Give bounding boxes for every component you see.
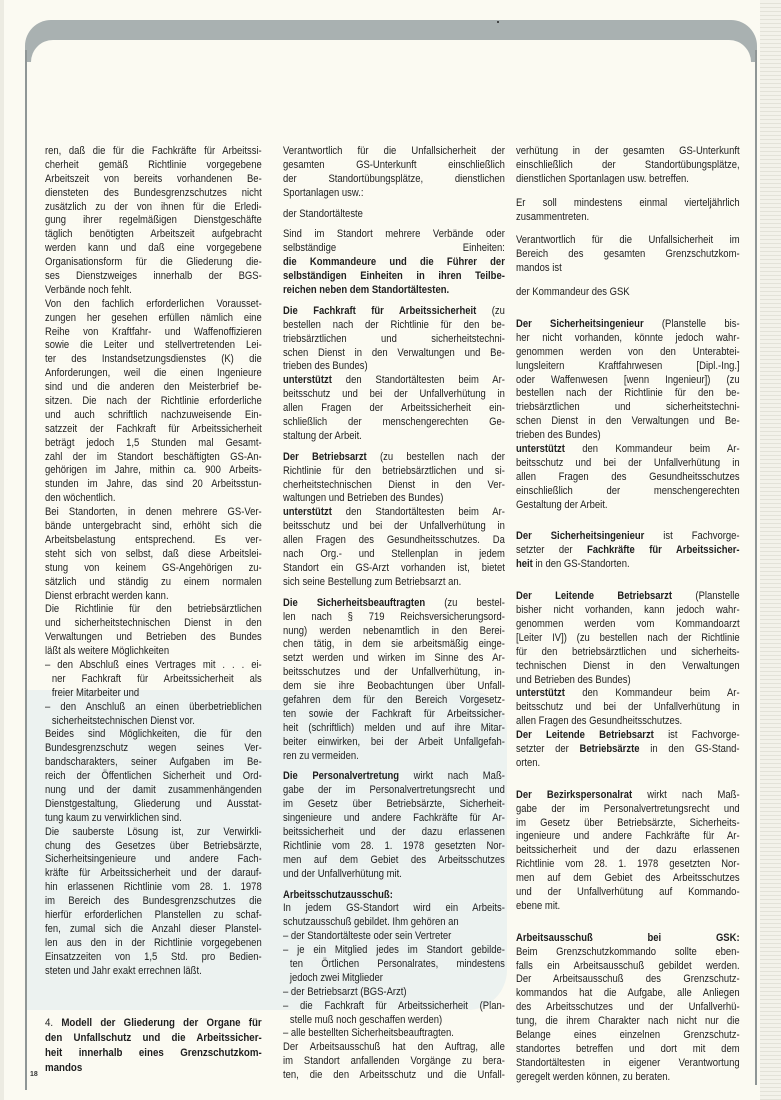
bold-text: Der Bezirkspersonalrat: [516, 788, 633, 801]
text-line: im Gesetz über Betriebsärzte, Sicherheit-: [283, 798, 505, 811]
text-line: ebene mit.: [516, 899, 561, 912]
text-line: Einsatzzeiten von 1,5 Std. pro Bedien-: [45, 950, 262, 963]
text-line: schließlich der menschengerechten Ge-: [283, 416, 505, 429]
text-run: wirkt nach Maß-: [399, 770, 505, 783]
bold-text: Modell der Gliederung der Organe für: [61, 1017, 262, 1030]
bold-text: reichen neben dem Standortältesten.: [283, 284, 450, 297]
paragraph: [516, 197, 740, 225]
paragraph: [516, 318, 740, 443]
text-line: hin erlassenen Richtlinie vom 28. 1. 1978: [45, 881, 262, 894]
text-line: ner Fachkraft für Arbeitssicherheit als: [51, 672, 262, 685]
text-line: beitsschutz und bei der Unfallverhütung in: [283, 520, 505, 533]
bold-text: unterstützt: [283, 374, 332, 387]
text-line: [516, 443, 740, 457]
text-line: nung) werden nebenamtlich in den Berei-: [283, 624, 505, 637]
text-line: hierfür erforderlichen Planstellen zu schaf-: [45, 908, 262, 921]
bold-text: Der Leitende Betriebsarzt: [516, 729, 654, 742]
text-line: [45, 1046, 262, 1061]
text-line: Dienst erbracht werden kann.: [45, 589, 169, 602]
paragraph: [516, 590, 740, 687]
text-line: Bereich des gesamten Grenzschutzkom-: [516, 248, 740, 261]
text-line: fen, zumal sich die Anzahl dieser Planstel-: [45, 922, 262, 935]
paragraph: [283, 889, 505, 931]
text-line: chung des Gesetzes über Betriebsärzte,: [45, 839, 262, 852]
text-line: – alle bestellten Sicherheitsbeauftragten.: [283, 1027, 454, 1040]
text-line: zusammentreten.: [516, 210, 590, 223]
paragraph: [283, 145, 505, 201]
text-run: ist Fachvorge-: [644, 530, 740, 543]
text-line: [283, 889, 505, 903]
bold-text: Der Betriebsarzt: [283, 450, 367, 463]
text-line: [283, 597, 505, 611]
text-line: gehörigen im Jahre, mithin ca. 900 Arbeits-: [45, 464, 262, 477]
text-line: beitsschutz und bei der Unfallverhütung in: [516, 456, 740, 469]
text-line: steht sich von selbst, daß diese Arbeitslei-: [45, 547, 262, 560]
bullet-item: [283, 1027, 505, 1041]
text-line: im Standort anfallenden Vorgänge zu bera-: [283, 1055, 505, 1068]
bold-text: unterstützt: [516, 443, 565, 456]
text-line: selbständige Einheiten:: [283, 242, 505, 255]
text-line: Dienstgestaltung, Gliederung und Ausstat-: [45, 797, 262, 810]
text-line: – die Fachkraft für Arbeitssicherheit (Plan-: [283, 999, 505, 1012]
text-line: oder Waffenwesen [wenn Ingenieur]) (zu: [516, 373, 740, 386]
page-number: 18: [30, 1071, 38, 1078]
text-line: zahl der im Standort beschäftigten GS-An-: [45, 450, 262, 463]
text-line: [516, 729, 740, 743]
bold-text: den Unfallschutz und die Arbeitssicher-: [45, 1032, 262, 1045]
text-line: der Standortübungsplätze, dienstlichen: [283, 172, 505, 185]
text-line: [516, 590, 740, 604]
text-line: her nicht vorhanden, könnte jedoch wahr-: [516, 331, 740, 344]
text-column-3: [516, 145, 740, 1085]
bold-text: Die Fachkraft für Arbeitssicherheit: [283, 304, 477, 317]
paragraph: [283, 770, 505, 881]
text-line: kräfte für Arbeitssicherheit und der darauf-: [45, 867, 262, 880]
paragraph: [283, 1041, 505, 1083]
text-line: men auf dem Gebiet des Arbeitsschutzes: [283, 853, 505, 866]
text-line: [45, 1061, 262, 1076]
text-run: (zu bestellen nach der: [366, 450, 505, 463]
text-line: schen Dienst in den Verwaltungen und Be-: [283, 346, 505, 359]
text-line: Anforderungen, weil die einen Ingenieure: [45, 367, 262, 380]
text-line: Arbeitsbelastung entsprechend. Es ver-: [45, 533, 262, 546]
text-line: für den betriebsärztlichen und sicherheits-: [516, 645, 740, 658]
text-line: und der Unfallverhütung auf Kommando-: [516, 885, 740, 898]
text-line: sätzlich und ständig zu einem normalen: [45, 575, 262, 588]
text-run: setzter der: [516, 544, 587, 557]
paragraph: [283, 208, 505, 222]
bold-text: heit: [516, 558, 533, 571]
text-line: gesamten GS-Unterkunft einschließlich: [283, 158, 505, 171]
text-line: beitssicherheit und der dazu erlassenen: [283, 825, 505, 838]
bold-text: Der Sicherheitsingenieur: [516, 530, 645, 543]
text-line: Belange eines einzelnen Grenzschutz-: [516, 1028, 740, 1041]
text-line: singenieure und andere Fachkräfte für Ar-: [283, 812, 505, 825]
text-line: Von den fachlich erforderlichen Vorausset-: [45, 297, 262, 310]
text-run: 4.: [45, 1017, 62, 1030]
text-line: verhütung in der gesamten GS-Unterkunft: [516, 145, 740, 157]
bullet-item: [283, 930, 505, 944]
text-line: standortes betreffen und dort mit dem: [516, 1042, 740, 1055]
text-run: ist Fachvorge-: [653, 729, 740, 742]
paragraph: [283, 305, 505, 374]
paragraph: [516, 234, 740, 276]
text-line: [283, 284, 505, 298]
text-line: Beides sind Möglichkeiten, die für den: [45, 728, 262, 741]
text-line: [516, 530, 740, 544]
paragraph: [516, 932, 740, 1085]
text-line: [283, 256, 505, 270]
text-line: [283, 305, 505, 319]
text-line: [516, 558, 740, 572]
bold-text: Arbeitsausschuß bei GSK:: [516, 931, 740, 944]
text-line: satzzeit der Fachkraft für Arbeitssicherheit: [45, 422, 262, 435]
paragraph: [516, 530, 740, 572]
text-line: Standortältesten in eigener Verantwortung: [516, 1056, 740, 1069]
text-line: Er soll mindestens einmal vierteljährlich: [516, 196, 740, 209]
text-line: mandos ist: [516, 262, 562, 275]
text-line: Verantwortlich für die Unfallsicherheit der: [283, 145, 505, 157]
text-line: Die sauberste Lösung ist, zur Verwirkli-: [45, 825, 262, 838]
paragraph: [283, 228, 505, 297]
paragraph: [283, 506, 505, 589]
bold-text: Der Sicherheitsingenieur: [516, 318, 644, 331]
text-line: Bundesgrenzschutz wegen seines Ver-: [45, 742, 262, 755]
text-line: diensteten des Bundesgrenzschutzes nicht: [45, 186, 262, 199]
text-line: tung, die ihrem Charakter nach nicht nur die: [516, 1015, 740, 1028]
text-line: men auf dem Gebiet des Arbeitsschutzes: [516, 872, 740, 885]
text-line: stunden im Jahre, das sind 20 Arbeitsstun-: [45, 478, 262, 491]
text-line: Organisationsform für die Gliederung die-: [45, 256, 262, 269]
text-line: Sind im Standort mehrere Verbände oder: [283, 228, 505, 241]
text-line: Verwaltungen und Betrieben des Bundes: [45, 631, 262, 644]
text-line: Verbände noch fehlt.: [45, 283, 132, 296]
paragraph: [45, 728, 262, 825]
paragraph: [45, 603, 262, 659]
text-run: (zu: [476, 304, 505, 317]
paragraph: [516, 687, 740, 729]
text-line: [283, 270, 505, 284]
text-line: [516, 789, 740, 803]
text-line: Arbeitszeit von bereits vorhandenen Be-: [45, 172, 262, 185]
text-run: den Standortältesten beim Ar-: [331, 374, 505, 387]
text-line: cherheitstechnischen Dienst in den Ver-: [283, 478, 505, 491]
page-frame-left-rule: [25, 50, 27, 1090]
bold-text: die Kommandeure und die Führer der: [283, 256, 505, 269]
text-line: beträgt jedoch 1,5 Stunden mal Gesamt-: [45, 436, 262, 449]
text-line: stung von keinem GS-Angehörigen zu-: [45, 561, 262, 574]
text-line: bisher nicht vorhanden, kann jedoch wahr-: [516, 604, 740, 617]
text-line: gabe der im Personalvertretungsrecht und: [516, 802, 740, 815]
text-line: werden kann und daß eine vorgegebene: [45, 242, 262, 255]
text-line: sich seine Bestellung zum Betriebsarzt an.: [283, 575, 462, 588]
text-line: zusätzlich zu der von ihnen für die Erledi-: [45, 200, 262, 213]
text-column-1: [45, 145, 262, 1076]
text-line: staltung der Arbeit.: [283, 429, 362, 442]
text-line: trieben des Bundes): [516, 429, 601, 442]
text-line: ren, daß die für die Fachkräfte für Arbeitssi-: [45, 145, 262, 157]
text-line: [283, 374, 505, 388]
text-line: des Arbeitsschutzes und der Unfallverhü-: [516, 1001, 740, 1014]
scan-right-edge: [760, 0, 781, 1100]
page-frame-right-rule: [755, 50, 757, 1085]
scan-left-edge: [0, 0, 4, 1100]
text-line: bestellen nach der Richtlinie für den be-: [516, 387, 740, 400]
text-line: gefahren dem für den Bereich Vorgesetz-: [283, 693, 505, 706]
text-run: in den GS-Standorten.: [532, 558, 630, 571]
text-line: – den Abschluß eines Vertrages mit . . . ei-: [45, 658, 262, 671]
text-line: – je ein Mitglied jedes im Standort gebilde-: [283, 944, 505, 957]
text-line: waltungen und Betrieben des Bundes): [283, 492, 444, 505]
text-line: genommen werden vom Kommandoarzt: [516, 617, 740, 630]
text-line: schutzausschuß gebildet. Ihm gehören an: [283, 916, 459, 929]
text-line: nung und der damit zusammenhängenden: [45, 783, 262, 796]
bold-text: unterstützt: [283, 506, 332, 519]
page-frame-inner: [31, 40, 751, 100]
text-line: und auch schriftlich nachzuweisende Ein-: [45, 408, 262, 421]
text-line: lungsleitern Kraftfahrwesen [Dipl.-Ing.]: [516, 359, 740, 372]
text-line: Verantwortlich für die Unfallsicherheit im: [516, 234, 740, 247]
text-line: allen Fragen des Gesundheitsschutzes. Da: [283, 534, 505, 547]
text-line: Gestaltung der Arbeit.: [516, 498, 608, 511]
text-line: läßt als weitere Möglichkeiten: [45, 645, 170, 658]
paragraph: [283, 451, 505, 507]
text-line: und sicherheitstechnischen Dienst in den: [45, 617, 262, 630]
text-run: den Kommandeur beim Ar-: [564, 687, 740, 700]
text-run: wirkt nach Maß-: [632, 788, 740, 801]
text-line: bände untergebracht sind, erhöht sich die: [45, 520, 262, 533]
text-line: bestellen nach der Richtlinie für den be-: [283, 318, 505, 331]
bold-text: heit innerhalb eines Grenzschutzkom-: [45, 1047, 262, 1060]
text-line: dienstlichen Sportanlagen usw. betreffen.: [516, 172, 689, 185]
text-line: [Leiter IV]) (zu bestellen nach der Richtlinie: [516, 631, 740, 644]
text-line: kommandos hat die Aufgabe, alle Anliegen: [516, 987, 740, 1000]
text-line: dem sie ihre Beobachtungen über Unfall-: [283, 680, 505, 693]
text-line: tung kaum zu verwirklichen sind.: [45, 811, 182, 824]
paragraph: [45, 826, 262, 979]
text-run: (zu bestel-: [425, 596, 505, 609]
paragraph: [283, 374, 505, 443]
bold-text: Betriebsärzte: [579, 742, 640, 755]
text-line: Der Arbeitsausschuß hat den Auftrag, alle: [283, 1041, 505, 1054]
text-line: [45, 1016, 262, 1031]
text-line: Richtlinie für den betriebsärztlichen und si-: [283, 464, 505, 477]
text-line: einschließlich der menschengerechten: [516, 484, 740, 497]
text-line: gung ihrer regelmäßigen Dienstgeschäfte: [45, 214, 262, 227]
text-line: sind und die anderen den Meisterbrief be-: [45, 381, 262, 394]
text-run: (Planstelle bis-: [643, 318, 740, 331]
text-line: [283, 451, 505, 465]
text-line: ingenieure und andere Fachkräfte für Ar-: [516, 830, 740, 843]
text-line: Die Richtlinie für den betriebsärztlichen: [45, 603, 262, 616]
paragraph: [516, 443, 740, 512]
text-line: [283, 506, 505, 520]
text-line: In jedem GS-Standort wird ein Arbeits-: [283, 902, 505, 915]
text-line: reich der Öffentlichen Sicherheit und Ord-: [45, 770, 262, 783]
paragraph: [45, 506, 262, 603]
text-line: heit (schriftlich) melden und auf ihre Mitar-: [283, 721, 505, 734]
text-line: allen Fragen des Gesundheitsschutzes.: [516, 715, 683, 728]
text-line: [516, 743, 740, 757]
text-line: bandscharakters, seiner Aufgaben im Be-: [45, 756, 262, 769]
bullet-item: [283, 944, 505, 986]
text-line: im Bereich des Bundesgrenzschutzes die: [45, 895, 262, 908]
text-line: beiter einwirken, bei der Arbeit Unfallgefah-: [283, 735, 505, 748]
text-line: ten sowie der Fachkraft für Arbeitssicher-: [283, 707, 505, 720]
print-speck: [497, 21, 499, 23]
text-line: gabe der im Personalvertretungsrecht und: [283, 784, 505, 797]
text-line: steten und Jahr exakt errechnen läßt.: [45, 964, 202, 977]
text-line: und der Unfallverhütung mit.: [283, 867, 402, 880]
text-line: len aus den in der Richtlinie vorgegebenen: [45, 936, 262, 949]
paragraph: [516, 286, 740, 300]
bold-text: Die Personalvertretung: [283, 770, 400, 783]
text-line: der Standortälteste: [283, 207, 363, 220]
text-line: beitssicherheit und der dazu erlassenen: [516, 844, 740, 857]
bullet-item: [283, 986, 505, 1000]
text-line: Bei Standorten, in denen mehrere GS-Ver-: [45, 506, 262, 519]
text-line: [516, 544, 740, 558]
paragraph: [45, 298, 262, 506]
text-line: stelle muß noch geschaffen werden): [289, 1013, 443, 1026]
paragraph: [516, 789, 740, 914]
text-line: Standort ein GS-Arzt vorhanden ist, bietet: [283, 561, 505, 574]
text-line: freier Mitarbeiter und: [51, 686, 140, 699]
text-line: ter des Instandsetzungsdienstes (K) die: [45, 353, 262, 366]
bold-text: Fachkräfte für Arbeitssicher-: [586, 544, 740, 557]
text-line: der Kommandeur des GSK: [516, 286, 630, 299]
text-line: triebsärztlichen und sicherheitstechni-: [283, 332, 505, 345]
text-line: [516, 318, 740, 332]
paragraph: [283, 597, 505, 764]
text-line: beitsschutz und bei der Unfallverhütung in: [516, 701, 740, 714]
bold-text: selbständigen Einheiten in ihren Teilbe-: [283, 270, 505, 283]
text-line: Richtlinie vom 28. 1. 1978 gesetzten Nor-: [516, 858, 740, 871]
text-line: [45, 1031, 262, 1046]
text-line: einschließlich der Standortübungsplätze,: [516, 158, 740, 171]
bold-text: unterstützt: [516, 687, 565, 700]
text-line: [283, 770, 505, 784]
text-run: setzter der: [516, 742, 580, 755]
text-line: ren zu vermeiden.: [283, 749, 359, 762]
bold-text: mandos: [45, 1062, 83, 1075]
text-line: – der Betriebsarzt (BGS-Arzt): [283, 985, 407, 998]
text-line: Sportanlagen usw.:: [283, 186, 364, 199]
text-line: [516, 932, 740, 946]
paragraph: [516, 145, 740, 187]
text-line: allen Fragen der Arbeitssicherheit ein-: [283, 402, 505, 415]
text-line: schen Dienst in den Verwaltungen und Be-: [516, 415, 740, 428]
text-line: sitzen. Die nach der Richtlinie erforderliche: [45, 395, 262, 408]
text-line: chen tätig, in dem sie arbeitsmäßig einge-: [283, 638, 505, 651]
bold-text: Die Sicherheitsbeauftragten: [283, 596, 426, 609]
text-line: falls ein Arbeitsausschuß gebildet werden.: [516, 959, 740, 972]
bold-text: Der Leitende Betriebsarzt: [516, 590, 673, 603]
text-line: [516, 687, 740, 701]
text-line: Sicherheitsingenieure und andere Fach-: [45, 853, 262, 866]
text-line: nach Org.- und Stellenplan in jedem: [283, 548, 505, 561]
section-heading: [45, 1016, 262, 1076]
text-line: genommen werden von den Unterabtei-: [516, 345, 740, 358]
text-line: allen Fragen des Gesundheitsschutzes: [516, 470, 740, 483]
bullet-item: [45, 701, 262, 729]
text-line: – der Standortälteste oder sein Vertreter: [283, 930, 452, 943]
text-line: Der Arbeitsausschuß des Grenzschutz-: [516, 973, 740, 986]
text-run: den Standortältesten beim Ar-: [331, 506, 505, 519]
text-run: (Planstelle: [672, 590, 740, 603]
bullet-item: [283, 1000, 505, 1028]
text-line: – den Anschluß an einen überbetrieblichen: [45, 700, 262, 713]
text-line: beitsschutzes und der Unfallverhütung, in-: [283, 666, 505, 679]
text-line: zungen her gesehen erfüllen nämlich eine: [45, 311, 262, 324]
text-line: ten Örtlichen Personalrates, mindestens: [289, 957, 505, 970]
text-line: setzt werden und wirken im Sinne des Ar-: [283, 652, 505, 665]
text-line: den wöchentlich.: [45, 492, 116, 505]
text-run: den Kommandeur beim Ar-: [564, 443, 740, 456]
text-line: Beim Grenzschutzkommando sollte eben-: [516, 945, 740, 958]
text-line: jedoch zwei Mitglieder: [289, 971, 383, 984]
text-line: cherheit gemäß Richtlinie vorgegebene: [45, 158, 262, 171]
text-line: sicherheitstechnischen Dienst vor.: [51, 714, 195, 727]
text-line: beitsschutz und bei der Unfallverhütung in: [283, 388, 505, 401]
text-line: ten, die den Arbeitsschutz und die Unfall-: [283, 1069, 505, 1082]
paragraph: [516, 729, 740, 771]
text-line: geregelt werden können, zu beraten.: [516, 1070, 671, 1083]
text-line: und Betrieben des Bundes): [516, 673, 631, 686]
text-line: sowie die Leiter und stellvertretenden Lei-: [45, 339, 262, 352]
text-run: in den GS-Stand-: [639, 742, 740, 755]
text-line: ses Dienstzweiges innerhalb der BGS-: [45, 270, 262, 283]
bold-text: Arbeitsschutzausschuß:: [283, 888, 393, 901]
text-line: Richtlinie vom 28. 1. 1978 gesetzten Nor-: [283, 839, 505, 852]
text-line: len nach § 719 Reichsversicherungsord-: [283, 610, 505, 623]
text-line: technischen Dienst in den Verwaltungen: [516, 659, 740, 672]
text-line: täglich benötigten Arbeitszeit aufgebracht: [45, 228, 262, 241]
text-line: im Gesetz über Betriebsärzte, Sicherheits-: [516, 816, 740, 829]
paragraph: [45, 145, 262, 298]
text-column-2: [283, 145, 505, 1083]
text-line: triebsärztlichen und sicherheitstechni-: [516, 401, 740, 414]
bullet-item: [45, 659, 262, 701]
text-line: trieben des Bundes): [283, 360, 368, 373]
text-line: Reihe von Kraftfahr- und Waffenoffizieren: [45, 325, 262, 338]
text-line: orten.: [516, 756, 541, 769]
